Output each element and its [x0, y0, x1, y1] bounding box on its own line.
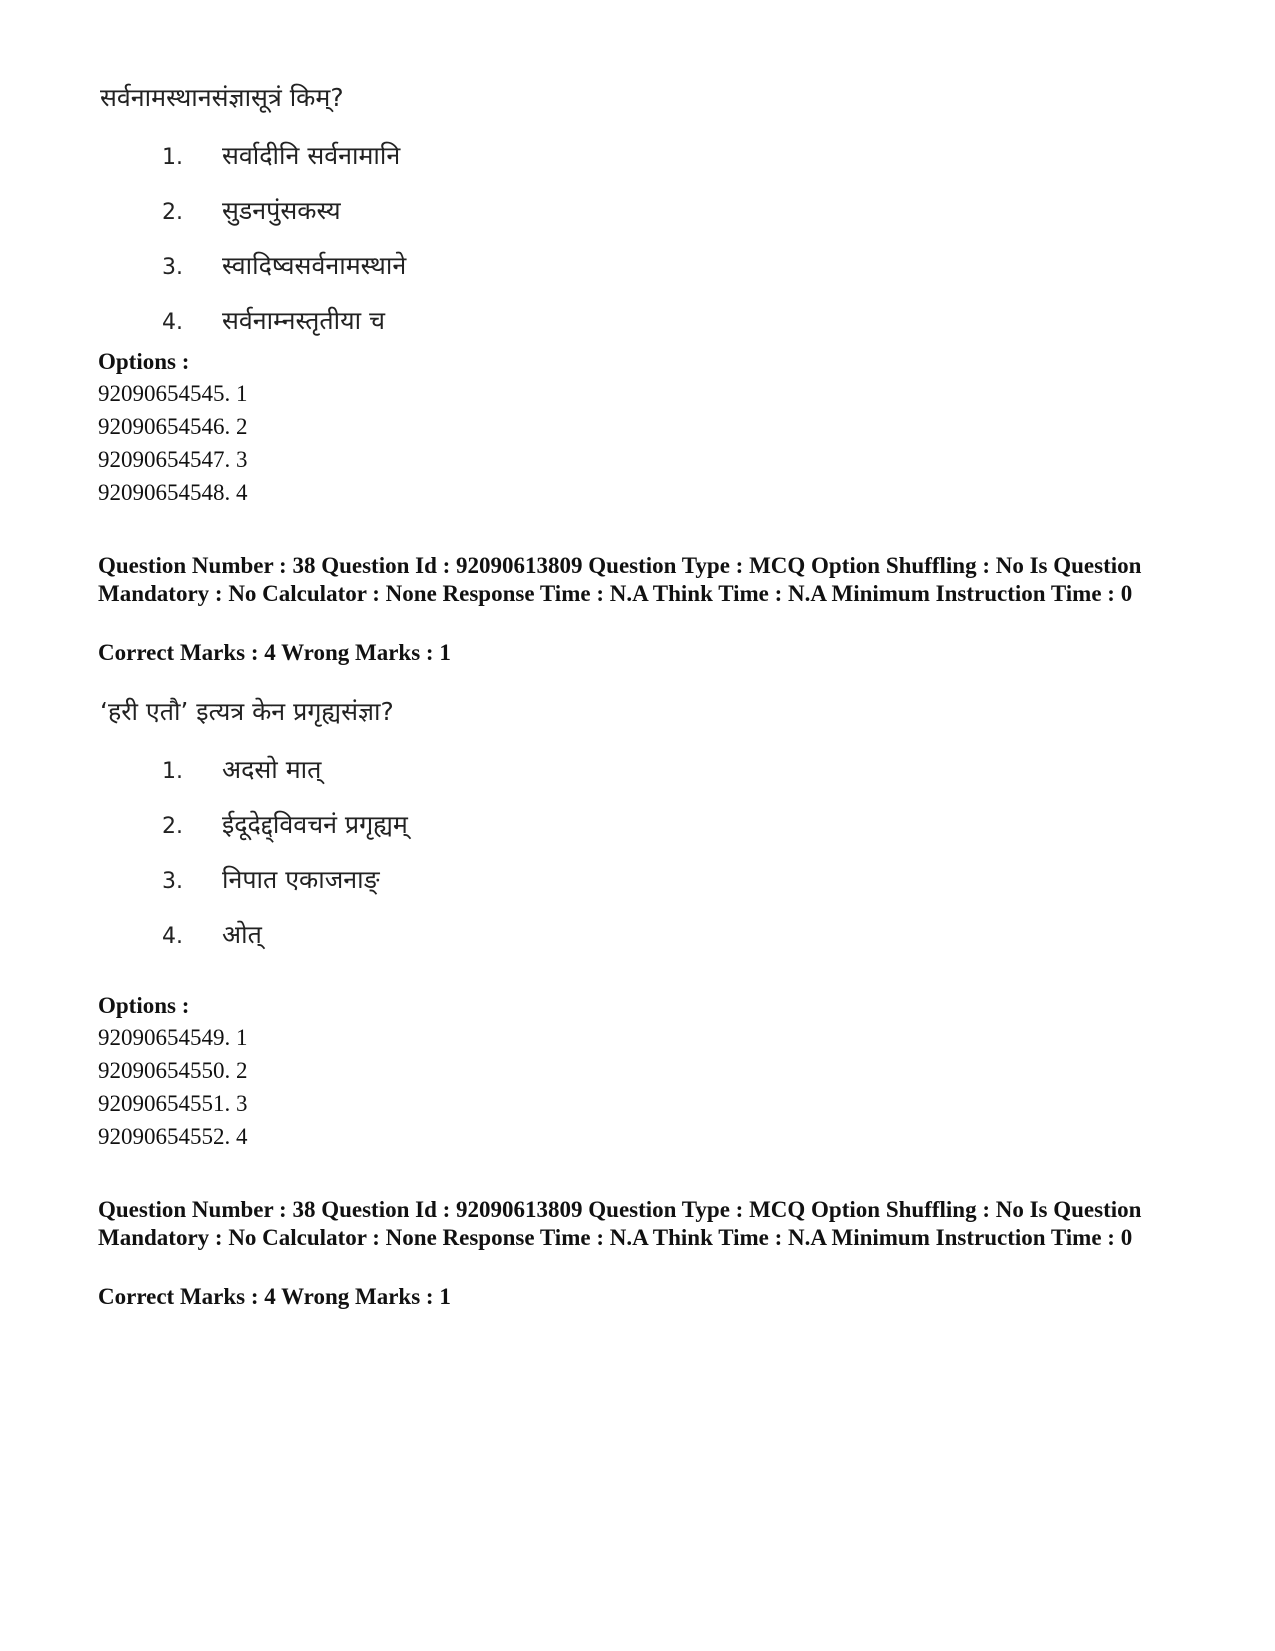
option-id-line: 92090654545. 1	[98, 381, 248, 406]
choice-item	[162, 862, 380, 896]
choice-item	[162, 193, 341, 227]
choice-item	[162, 138, 400, 172]
choice-text: अदसो मात्	[222, 755, 322, 784]
choice-text: निपात एकाजनाङ्	[222, 865, 380, 894]
option-id-line: 92090654550. 2	[98, 1058, 248, 1083]
option-id-line: 92090654548. 4	[98, 480, 248, 505]
choice-number: 1.	[162, 145, 183, 170]
question-text: सर्वनामस्थानसंज्ञासूत्रं किम्?	[100, 83, 344, 112]
choice-number: 3.	[162, 869, 183, 894]
option-id-line: 92090654552. 4	[98, 1124, 248, 1149]
choice-text: सर्वादीनि सर्वनामानि	[222, 141, 401, 170]
choice-text: सर्वनाम्नस्तृतीया च	[222, 306, 385, 335]
marks-line: Correct Marks : 4 Wrong Marks : 1	[98, 1284, 451, 1309]
question-meta: Question Number : 38 Question Id : 92090613809 Question Type : MCQ Option Shuffling : No Is Question Mandatory : No Calculator : None Response Time : N.A Think Time : N.A Minimum Instruction Time : 0	[98, 553, 1142, 606]
choice-text: स्वादिष्वसर्वनामस्थाने	[222, 251, 407, 280]
option-id-line: 92090654551. 3	[98, 1091, 248, 1116]
question-text: ‘हरी एतौ’ इत्यत्र केन प्रगृह्यसंज्ञा?	[100, 697, 394, 726]
choice-number: 2.	[162, 814, 183, 839]
choice-number: 3.	[162, 255, 183, 280]
option-id-line: 92090654547. 3	[98, 447, 248, 472]
choice-item	[162, 303, 385, 337]
question-meta: Question Number : 38 Question Id : 92090613809 Question Type : MCQ Option Shuffling : No Is Question Mandatory : No Calculator : None Response Time : N.A Think Time : N.A Minimum Instruction Time : 0	[98, 1197, 1142, 1250]
choice-text: ईदूदेद्द्विवचनं प्रगृह्यम्	[222, 810, 408, 839]
options-label: Options :	[98, 349, 190, 374]
choice-number: 2.	[162, 200, 183, 225]
option-id-line: 92090654546. 2	[98, 414, 248, 439]
choice-item	[162, 807, 408, 841]
choice-number: 1.	[162, 759, 183, 784]
choice-text: सुडनपुंसकस्य	[222, 196, 341, 225]
option-id-line: 92090654549. 1	[98, 1025, 248, 1050]
choice-number: 4.	[162, 924, 183, 949]
choice-item	[162, 752, 321, 786]
choice-item	[162, 248, 406, 282]
choice-text: ओत्	[222, 920, 262, 949]
choice-item	[162, 917, 262, 951]
choice-number: 4.	[162, 310, 183, 335]
marks-line: Correct Marks : 4 Wrong Marks : 1	[98, 640, 451, 665]
options-label: Options :	[98, 993, 190, 1018]
